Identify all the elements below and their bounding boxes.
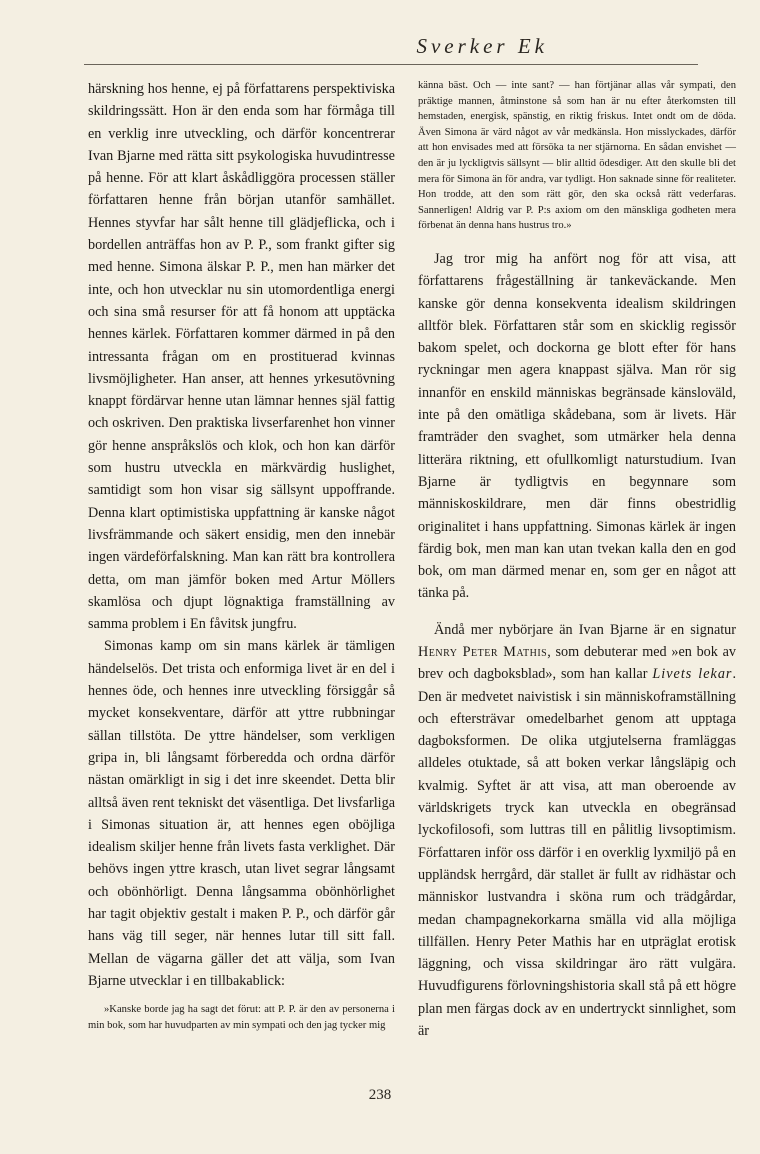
right-column [418, 78, 736, 1042]
author-name: Henry Peter Mathis [418, 643, 548, 660]
paragraph-2: Simonas kamp om sin mans kärlek är tämligen händelselös. Det trista och enformiga livet är en del i hennes öde, och hennes inre utveckling försiggår så mycket konsekventare, därför att yttre rubbningar sällan tillstöta. De yttre händelser, som verkligen gripa in, bli långsamt förberedda och ordna därför nästan omärkligt in sig i det inre skeendet. Detta blir alltså även rent tekniskt det väsentliga. Det livsfarliga i Simonas situation är, att hennes egen oböjliga idealism skiljer henne från livets fasta verklighet. Där behövs ingen yttre krasch, utan livet segrar långsamt och obönhörligt. Denna långsamma obönhörlighet har tagit objektiv gestalt i maken P. P., och därför går hans väg till seger, när hennes lutar till sitt fall. Mellan de vägarna gäller det att välja, som Ivan Bjarne utvecklar i en tillbakablick: [88, 638, 395, 989]
paragraph-4-end: . Den är medvetet naivistisk i sin människoframställning och eftersträvar omedelbarhet genom att upptaga dagboksformen. De olika utgjutelserna framläggas alldeles otuktade, så att boken verkar långsläpig och kvalmig. Syftet är att visa, att man oberoende av världskrigets tryck kan utveckla en obegränsad lyckofilosofi, som luttras till en pålitlig livsoptimism. Författaren inför oss därför i en overklig lyxmiljö på en uppländsk herrgård, där stallet är fullt av ridhästar och människor lustvandra i sköna rum och trädgårdar, medan champagnekorkarna smälla vid alla möjliga tillfällen. Henry Peter Mathis har en utpräglat erotisk läggning, och vissa skildringar äro rätt vulgära. Huvudfigurens förlovningshistoria skall stå på ett högre plan men färgas dock av en undertryckt sinnlighet, som är [418, 666, 736, 1040]
paragraph-4-start: Ändå mer nybörjare än Ivan Bjarne är en signatur [434, 621, 736, 638]
block-quote-continuation: känna bäst. Och — inte sant? — han förtjänar allas vår sympati, den präktige mannen, åtminstone så som han är nu efter återkomsten till hemstaden, energisk, spänstig, en riktig friskus. Intet ondt om de döda. Även Simona är värd något av vår medkänsla. Hon misslyckades, därför att hon envisades med att försöka ta ner stjärnorna. En sådan envishet — den är ju lyckligtvis sällsynt — blir alltid ödesdiger. Att den skulle bli det mera för Simona än för andra, var tydligt. Hon saknade sinne för realiteter. Hon trodde, att den som rätt gör, den ska också rätt vederfaras. Sannerligen! Aldrig var P. P:s axiom om den mänskliga godheten mera förbenat än denna hans hustrus tro.» [418, 80, 736, 232]
book-title: Livets lekar [652, 666, 733, 683]
page-header [84, 28, 698, 65]
left-column [88, 78, 395, 1033]
paragraph-4 [418, 619, 736, 1043]
block-quote-start: »Kanske borde jag ha sagt det förut: att P. P. är den av personerna i min bok, som har huvudparten av min sympati och den jag tycker mig [88, 1004, 395, 1031]
paragraph-3: Jag tror mig ha anfört nog för att visa, att författarens frågeställning är tankeväckande. Men kanske gör denna konsekventa idealism skildringen alltför blek. Författaren står som en skicklig regissör bakom spelet, och dockorna ge blott efter för hans ryckningar men agera knappast själva. Man rör sig innanför en enskild människas begränsade känsloväld, inte på den omätliga skådebana, som är livets. Här framträder den svaghet, som utmärker hela denna litterära riktning, ett ofullkomligt naturstudium. Ivan Bjarne är tydligtvis en begynnare som människoskildrare, men där finns obestridlig originalitet i hans uppfattning. Simonas kärlek är ingen färdig bok, men man kan utan tvekan kalla den en god bok, om man därmed menar en, som ger en något att tänka på. [418, 250, 736, 602]
paragraph-1: härskning hos henne, ej på författarens perspektiviska skildringssätt. Hon är den enda som har förmåga till en verklig inre utveckling, och därför koncentrerar Ivan Bjarne med rätta sitt psykologiska huvudintresse på henne. För att klart åskådliggöra processen ställer författaren henne från början utanför samhället. Hennes styvfar har sålt henne till glädjeflicka, och i bordellen anträffas hon av P. P., som frankt gifter sig med henne. Simona älskar P. P., men han märker det inte, och hon utvecklar nu sin utomordentliga energi och sina små resurser för att få honom att upptäcka hennes kärlek. Författaren kommer därmed in på den intressanta frågan om en prostituerad kvinnas livsmöjligheter. Han anser, att hennes yrkesutövning knappt fördärvar henne utan lämnar hennes själ fattig och oskriven. Den praktiska livserfarenhet hon vinner gör henne anspråkslös och klok, och hon kan därför som hustru utveckla en märkvärdig huslighet, samtidigt som hon visar sig sällsynt uppoffrande. Denna klart optimistiska uppfattning är kanske något livsfrämmande och säkert ensidig, men den innebär ingen värdeförfalskning. Man kan rätt bra kontrollera detta, om man jämför boken med Artur Möllers skamlösa och djupt lögnaktiga framställning av samma problem i En fåvitsk jungfru. [88, 81, 395, 633]
running-head: Sverker Ek [416, 34, 548, 58]
page-number: 238 [368, 1087, 392, 1103]
paragraph-4-mid: , som debuterar med »en bok av brev och dagboksblad», som han kallar [418, 643, 736, 683]
